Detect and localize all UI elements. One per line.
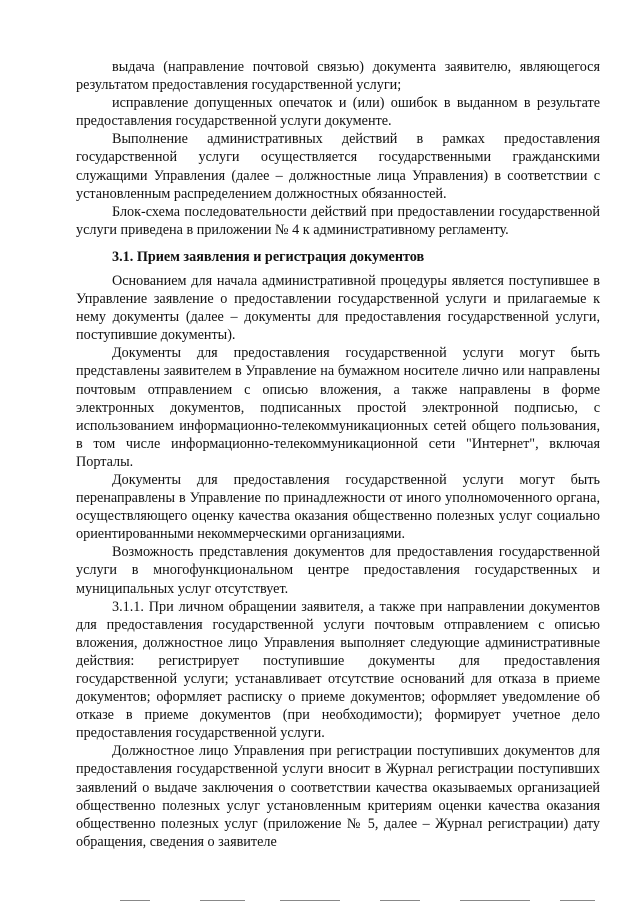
paragraph: 3.1.1. При личном обращении заявителя, а также при направлении документов для предоставления государственной услуги почтовым отправлением с описью вложения, должностное лицо Управления выполняет следующие административные действия: регистрирует поступившие документы для предоставления государственной услуги; устанавливает отсутствие оснований для отказа в приеме документов; оформляет расписку о приеме документов; оформляет уведомление об отказе в приеме документов (при необходимости); формирует учетное дело предоставления государственной услуги. <box>76 598 600 742</box>
scan-artifact-marks <box>80 895 610 901</box>
section-heading: 3.1. Прием заявления и регистрация документов <box>112 248 425 265</box>
paragraph: Документы для предоставления государственной услуги могут быть представлены заявителем в Управление на бумажном носителе лично или направлены почтовым отправлением с описью вложения, а также направлены в форме электронных документов, подписанных простой электронной подписью, с использованием информационно-телекоммуникационных сетей общего пользования, в том числе информационно-телекоммуникационной сети "Интернет", включая Порталы. <box>76 345 600 470</box>
paragraph: выдача (направление почтовой связью) документа заявителю, являющегося результатом предоставления государственной услуги; <box>76 59 600 94</box>
paragraph: Выполнение административных действий в рамках предоставления государственной услуги осуществляется государственными гражданскими служащими Управления (далее – должностные лица Управления) в соответствии с установленным распределением должностных обязанностей. <box>76 131 600 202</box>
paragraph: Документы для предоставления государственной услуги могут быть перенаправлены в Управление по принадлежности от иного уполномоченного органа, осуществляющего оценку качества оказания общественно полезных услуг социально ориентированными некоммерческими организациями. <box>76 471 600 543</box>
paragraph: Возможность представления документов для предоставления государственной услуги в многофункциональном центре предоставления государственных и муниципальных услуг отсутствует. <box>76 544 600 597</box>
paragraph: Блок-схема последовательности действий при предоставлении государственной услуги приведена в приложении № 4 к административному регламенту. <box>76 203 600 238</box>
paragraph: исправление допущенных опечаток и (или) ошибок в выданном в результате предоставления государственной услуги документе. <box>76 95 600 130</box>
paragraph: Основанием для начала административной процедуры является поступившее в Управление заявление о предоставлении государственной услуги и прилагаемые к нему документы (далее – документы для предоставления государственной услуги, поступившие документы). <box>76 272 600 344</box>
paragraph: Должностное лицо Управления при регистрации поступивших документов для предоставления государственной услуги вносит в Журнал регистрации поступивших заявлений о выдаче заключения о соответствии качества оказываемых организацией общественно полезных услуг установленным критериям оценки качества оказания общественно полезных услуг (приложение № 5, далее – Журнал регистрации) дату обращения, сведения о заявителе <box>76 743 600 850</box>
spacer <box>76 239 600 248</box>
